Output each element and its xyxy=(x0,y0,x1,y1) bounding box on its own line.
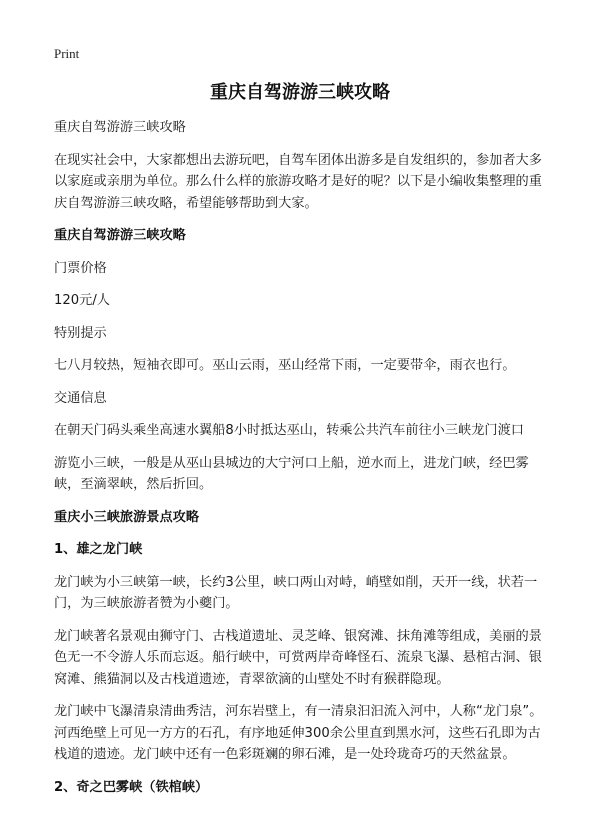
article-subtitle: 重庆自驾游游三峡攻略 xyxy=(54,120,186,135)
longmen-paragraph-3: 龙门峡中飞瀑清泉清曲秀洁，河东岩壁上，有一清泉汩汩流入河中，人称“龙门泉”。河西绝壁上可见一方方的石孔，有序地延伸300余公里直到黑水河，这些石孔即为古栈道的遗迹。龙门峡中还有一色彩斑斓的卵石滩，是一处玲珑奇巧的天然盆景。 xyxy=(54,704,543,762)
intro-paragraph: 在现实社会中，大家都想出去游玩吧，自驾车团体出游多是自发组织的，参加者大多以家庭或亲朋为单位。那么什么样的旅游攻略才是好的呢？以下是小编收集整理的重庆自驾游游三峡攻略，希望能够帮助到大家。 xyxy=(54,152,542,211)
article-body xyxy=(54,117,548,809)
section-heading-guide: 重庆自驾游游三峡攻略 xyxy=(54,228,186,243)
longmen-paragraph-2: 龙门峡著名景观由狮守门、古栈道遗址、灵芝峰、银窝滩、抹角滩等组成，美丽的景色无一不令游人乐而忘返。船行峡中，可赏两岸奇峰怪石、流泉飞瀑、悬棺古洞、银窝滩、熊猫洞以及古栈道遗迹，青翠欲滴的山壁处不时有猴群隐现。 xyxy=(54,628,542,687)
section-heading-spots: 重庆小三峡旅游景点攻略 xyxy=(54,509,200,525)
print-link[interactable]: Print xyxy=(54,46,80,61)
spot-heading-longmen: 1、雄之龙门峡 xyxy=(54,542,143,557)
notice-label: 特别提示 xyxy=(54,325,107,341)
transport-label: 交通信息 xyxy=(54,390,107,406)
page-title: 重庆自驾游游三峡攻略 xyxy=(210,82,390,103)
ticket-price: 120元/人 xyxy=(54,293,110,308)
spot-heading-bawu: 2、奇之巴雾峡（铁棺峡） xyxy=(54,779,209,795)
route-paragraph: 游览小三峡，一般是从巫山县城边的大宁河口上船，逆水而上，进龙门峡，经巴雾峡，至滴翠峡，然后折回。 xyxy=(54,455,529,492)
ticket-label: 门票价格 xyxy=(54,260,107,276)
notice-text: 七八月较热，短袖衣即可。巫山云雨，巫山经常下雨，一定要带伞，雨衣也行。 xyxy=(54,358,516,373)
longmen-paragraph-1: 龙门峡为小三峡第一峡，长约3公里，峡口两山对峙，峭壁如削，天开一线，状若一门，为三峡旅游者赞为小夔门。 xyxy=(54,574,538,611)
transport-text: 在朝天门码头乘坐高速水翼船8小时抵达巫山，转乘公共汽车前往小三峡龙门渡口 xyxy=(54,423,524,438)
